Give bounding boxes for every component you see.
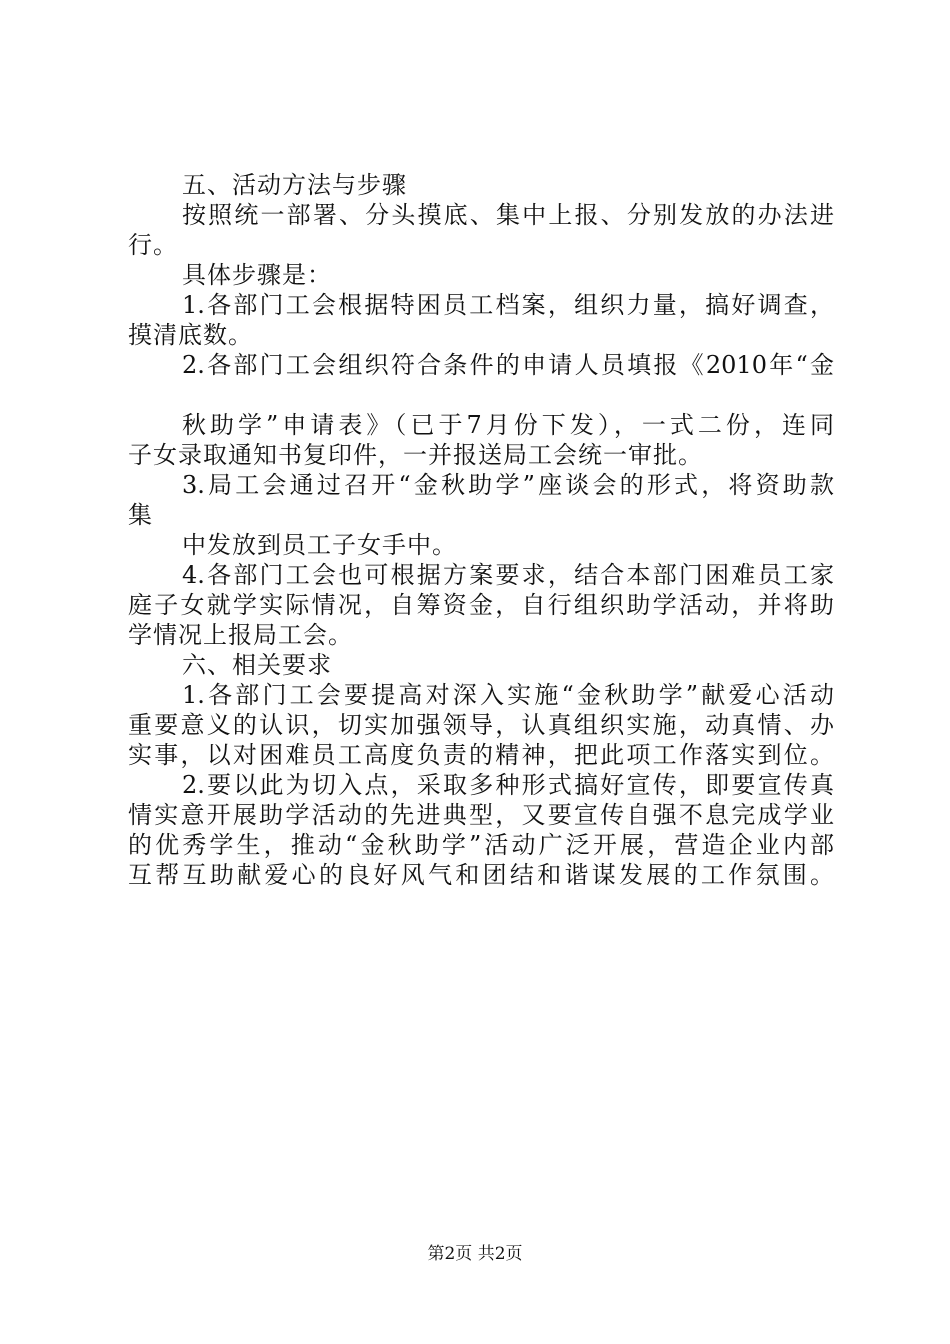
paragraph-line: 秋助学”申请表》（已于7月份下发），一式二份，连同 xyxy=(182,411,834,439)
paragraph-line: 学情况上报局工会。 xyxy=(128,621,353,649)
paragraph-line: 互帮互助献爱心的良好风气和团结和谐谋发展的工作氛围。 xyxy=(128,861,834,889)
paragraph-line: 行。 xyxy=(128,231,178,259)
paragraph-line: 中发放到员工子女手中。 xyxy=(182,531,457,559)
paragraph-line: 按照统一部署、分头摸底、集中上报、分别发放的办法进 xyxy=(182,201,834,229)
paragraph-line: 4.各部门工会也可根据方案要求，结合本部门困难员工家 xyxy=(182,561,834,589)
paragraph-line: 2.要以此为切入点，采取多种形式搞好宣传，即要宣传真 xyxy=(182,771,834,799)
paragraph-line: 1.各部门工会要提高对深入实施“金秋助学”献爱心活动 xyxy=(182,681,834,709)
paragraph-line: 具体步骤是： xyxy=(182,261,332,289)
paragraph-line: 情实意开展助学活动的先进典型，又要宣传自强不息完成学业 xyxy=(128,801,834,829)
paragraph-line: 集 xyxy=(128,501,153,529)
document-body xyxy=(128,170,834,890)
page-footer xyxy=(0,1242,950,1266)
paragraph-line: 摸清底数。 xyxy=(128,321,253,349)
page-number: 第2页 共2页 xyxy=(427,1244,523,1264)
section-heading-methods: 五、活动方法与步骤 xyxy=(182,171,407,199)
paragraph-line: 的优秀学生，推动“金秋助学”活动广泛开展，营造企业内部 xyxy=(128,831,834,859)
paragraph-line: 重要意义的认识，切实加强领导，认真组织实施，动真情、办 xyxy=(128,711,834,739)
paragraph-line: 1.各部门工会根据特困员工档案，组织力量，搞好调查， xyxy=(182,291,834,319)
paragraph-line: 子女录取通知书复印件，一并报送局工会统一审批。 xyxy=(128,441,703,469)
paragraph-line: 3.局工会通过召开“金秋助学”座谈会的形式，将资助款 xyxy=(182,471,834,499)
paragraph-line: 2.各部门工会组织符合条件的申请人员填报《2010年“金 xyxy=(182,351,834,379)
paragraph-line: 实事，以对困难员工高度负责的精神，把此项工作落实到位。 xyxy=(128,741,834,769)
paragraph-line: 庭子女就学实际情况，自筹资金，自行组织助学活动，并将助 xyxy=(128,591,834,619)
section-heading-requirements: 六、相关要求 xyxy=(182,651,332,679)
